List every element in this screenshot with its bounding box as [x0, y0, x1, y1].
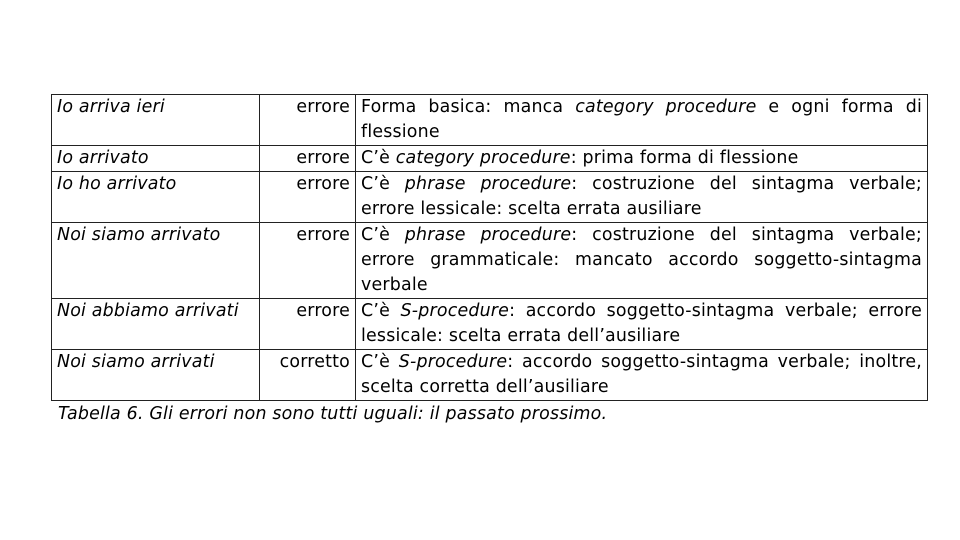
sentence-cell: Io ho arrivato	[52, 172, 260, 223]
explanation-text: Forma basica: manca	[361, 97, 576, 117]
table-caption: Tabella 6. Gli errori non sono tutti uguali: il passato prossimo.	[58, 404, 608, 424]
explanation-text: C’è	[361, 352, 399, 372]
explanation-cell	[356, 299, 928, 350]
explanation-cell	[356, 223, 928, 299]
explanation-term: S-procedure	[400, 301, 510, 321]
sentence-cell: Io arrivato	[52, 146, 260, 172]
explanation-text: : prima forma di flessione	[570, 148, 799, 168]
explanation-text: C’è	[361, 174, 405, 194]
explanation-text: : accordo soggetto-sintagma verbale; errore lessicale: scelta errata dell’ausiliare	[361, 301, 922, 346]
verb-error-table	[51, 94, 928, 401]
sentence-cell: Noi siamo arrivato	[52, 223, 260, 299]
verdict-cell: errore	[260, 172, 356, 223]
table-body	[52, 95, 928, 401]
explanation-term: category procedure	[395, 148, 571, 168]
table-row	[52, 172, 928, 223]
sentence-cell: Noi abbiamo arrivati	[52, 299, 260, 350]
verdict-cell: errore	[260, 223, 356, 299]
explanation-cell	[356, 350, 928, 401]
explanation-cell	[356, 172, 928, 223]
explanation-text: C’è	[361, 225, 405, 245]
explanation-text: : accordo soggetto-sintagma verbale; inoltre, scelta corretta dell’ausiliare	[361, 352, 922, 397]
table-row	[52, 146, 928, 172]
explanation-term: S-procedure	[398, 352, 508, 372]
verdict-cell: errore	[260, 299, 356, 350]
sentence-cell: Io arriva ieri	[52, 95, 260, 146]
explanation-text: : costruzione del sintagma verbale; errore grammaticale: mancato accordo soggetto-sintagma verbale	[361, 225, 922, 295]
table-row	[52, 95, 928, 146]
explanation-term: category procedure	[575, 97, 757, 117]
verdict-cell: errore	[260, 146, 356, 172]
explanation-cell	[356, 146, 928, 172]
explanation-term: phrase procedure	[404, 174, 572, 194]
explanation-term: phrase procedure	[404, 225, 572, 245]
explanation-cell	[356, 95, 928, 146]
verdict-cell: corretto	[260, 350, 356, 401]
table-row	[52, 223, 928, 299]
table-row	[52, 299, 928, 350]
explanation-text: e ogni forma di flessione	[361, 97, 923, 142]
table-row	[52, 350, 928, 401]
explanation-text: C’è	[361, 301, 401, 321]
explanation-text: : costruzione del sintagma verbale; errore lessicale: scelta errata ausiliare	[361, 174, 922, 219]
sentence-cell: Noi siamo arrivati	[52, 350, 260, 401]
verdict-cell: errore	[260, 95, 356, 146]
explanation-text: C’è	[361, 148, 396, 168]
